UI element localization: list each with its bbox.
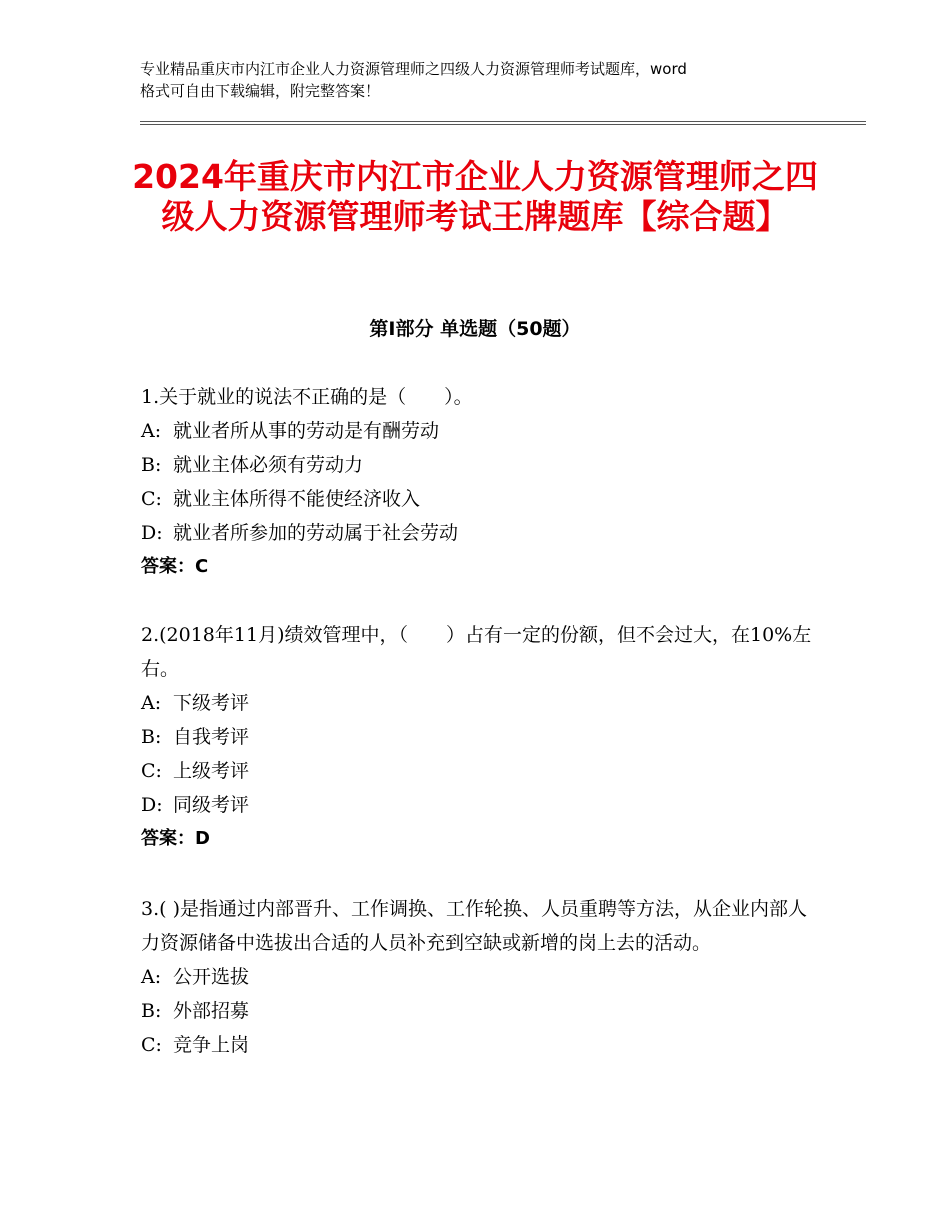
option-letter: A: [141,420,162,442]
header-note-line-1: 专业精品重庆市内江市企业人力资源管理师之四级人力资源管理师考试题库，word [140,60,687,78]
option-a [141,686,821,720]
header-divider [140,121,866,125]
option-c [141,1028,821,1062]
option-text: 上级考评 [173,760,250,782]
header-note [140,58,840,102]
question-3 [141,892,821,1062]
option-letter: C: [141,760,162,782]
option-text: 就业主体所得不能使经济收入 [173,488,421,510]
option-letter: C: [141,488,162,510]
answer: 答案：C [141,556,209,577]
option-text: 公开选拔 [173,966,250,988]
option-a [141,414,821,448]
option-text: 自我考评 [173,726,250,748]
option-b [141,994,821,1028]
option-letter: D: [141,794,163,816]
header-note-line-2: 格式可自由下载编辑，附完整答案！ [140,82,381,100]
question-stem: 1.关于就业的说法不正确的是（ ）。 [141,386,473,408]
option-letter: D: [141,522,163,544]
option-letter: B: [141,454,162,476]
option-text: 同级考评 [173,794,250,816]
option-d [141,788,821,822]
question-stem: 3.( )是指通过内部晋升、工作调换、工作轮换、人员重聘等方法，从企业内部人力资源储备中选拔出合适的人员补充到空缺或新增的岗上去的活动。 [141,898,807,954]
option-text: 外部招募 [173,1000,250,1022]
option-d [141,516,821,550]
option-text: 下级考评 [173,692,250,714]
document-title: 2024年重庆市内江市企业人力资源管理师之四级人力资源管理师考试王牌题库【综合题】 [132,157,818,236]
option-letter: B: [141,726,162,748]
option-letter: B: [141,1000,162,1022]
option-letter: A: [141,966,162,988]
answer: 答案：D [141,828,210,849]
question-2 [141,618,821,856]
section-heading: 第Ⅰ部分 单选题（50题） [369,318,581,340]
option-text: 竞争上岗 [173,1034,250,1056]
question-stem: 2.(2018年11月)绩效管理中，（ ）占有一定的份额，但不会过大，在10%左右。 [141,624,812,680]
option-letter: C: [141,1034,162,1056]
option-letter: A: [141,692,162,714]
question-1 [141,380,821,584]
option-text: 就业主体必须有劳动力 [173,454,364,476]
option-b [141,448,821,482]
option-a [141,960,821,994]
option-text: 就业者所从事的劳动是有酬劳动 [173,420,440,442]
option-text: 就业者所参加的劳动属于社会劳动 [173,522,459,544]
option-c [141,482,821,516]
option-c [141,754,821,788]
option-b [141,720,821,754]
